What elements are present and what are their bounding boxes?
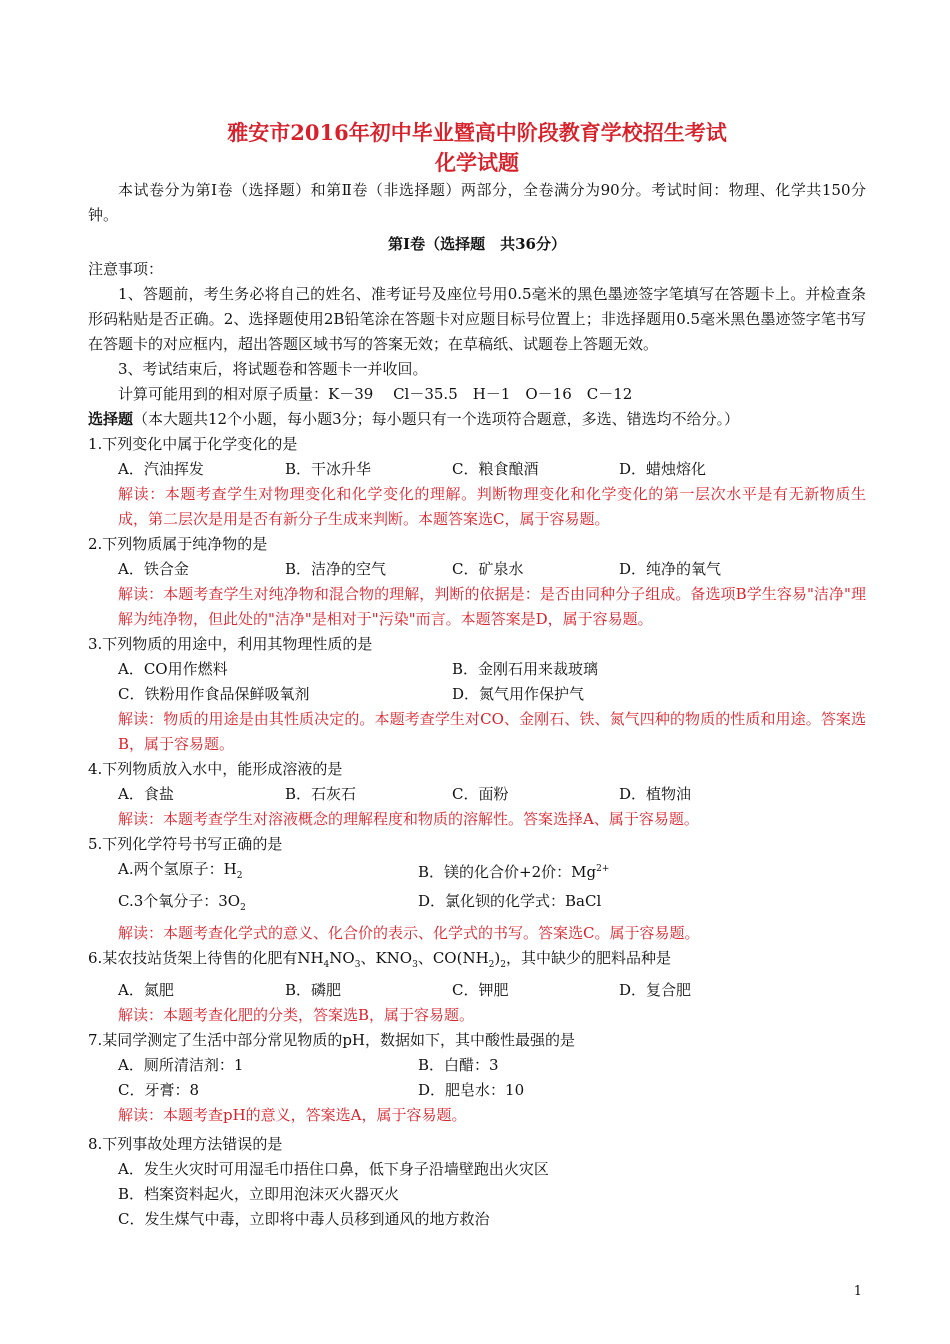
subscript: 3 [412,960,418,970]
option-b: B．石灰石 [285,785,357,803]
option-c [118,889,418,921]
option-a-subscript: 2 [236,871,243,881]
question-7-explanation: 解读：本题考查pH的意义，答案选A，属于容易题。 [118,1106,467,1124]
exam-page [88,118,866,1232]
option-a: A．发生火灾时可用湿毛巾捂住口鼻，低下身子沿墙壁跑出火灾区 [118,1160,549,1178]
option-d: D．植物油 [619,785,692,803]
option-b: B．档案资料起火，立即用泡沫灭火器灭火 [118,1185,400,1203]
mc-section-header [88,407,866,432]
option-b: B．干冰升华 [285,460,372,478]
option-a: A．汽油挥发 [118,460,204,478]
option-c: C．钾肥 [452,981,509,999]
question-5-options-row2 [88,889,866,921]
stem-part: 6.某农技站货架上待售的化肥有NH [88,949,324,967]
section-heading: 第Ⅰ卷（选择题 共36分） [388,235,566,253]
question-3-explanation: 解读：物质的用途是由其性质决定的。本题考查学生对CO、金刚石、铁、氮气四种的物质的性质和用途。答案选B，属于容易题。 [118,710,866,753]
option-a: A．食盐 [118,785,174,803]
question-2-stem: 2.下列物质属于纯净物的是 [88,535,268,553]
stem-part: 、CO(NH [417,949,489,967]
question-7-options-row2 [88,1078,866,1103]
option-c-subscript: 2 [240,903,246,913]
option-d: D．氯化钡的化学式：BaCl [418,892,602,910]
option-d: D．蜡烛熔化 [619,460,707,478]
option-d: D．纯净的氧气 [619,560,722,578]
question-7-options-row1 [88,1053,866,1078]
option-c-text: C.3个氧分子：3O [118,892,241,910]
option-a: A．铁合金 [118,560,189,578]
question-4-explanation: 解读：本题考查学生对溶液概念的理解程度和物质的溶解性。答案选择A、属于容易题。 [118,810,699,828]
subscript: 4 [323,960,330,970]
exam-title: 雅安市2016年初中毕业暨高中阶段教育学校招生考试 [227,120,727,145]
question-3-options-row2 [88,682,866,707]
page-number: 1 [853,1284,862,1299]
option-a: A．氮肥 [118,981,174,999]
option-c: C．面粉 [452,785,509,803]
stem-part: ，其中缺少的肥料品种是 [505,949,671,967]
option-b: B．金刚石用来裁玻璃 [452,660,599,678]
question-5-options-row1 [88,857,866,889]
atomic-masses: 计算可能用到的相对原子质量：K－39 Cl－35.5 H－1 O－16 C－12 [118,385,633,403]
notice-label: 注意事项： [88,260,164,278]
question-4-options [88,782,866,807]
subscript: 3 [354,960,361,970]
option-c: C．发生煤气中毒，立即将中毒人员移到通风的地方救治 [118,1210,490,1228]
stem-part: 、KNO [360,949,413,967]
option-c: C．牙膏：8 [118,1081,200,1099]
option-b [418,857,718,889]
intro-text: 本试卷分为第Ⅰ卷（选择题）和第Ⅱ卷（非选择题）两部分，全卷满分为90分。考试时间：物理、化学共150分钟。 [88,181,866,224]
stem-part: ) [494,949,501,967]
question-1-stem: 1.下列变化中属于化学变化的是 [88,435,298,453]
option-a: A．厕所清洁剂：1 [118,1056,244,1074]
subscript: 2 [500,960,506,970]
option-d: D．氮气用作保护气 [452,685,585,703]
option-b: B．洁净的空气 [285,560,387,578]
question-6-options [88,978,866,1003]
option-d: D．肥皂水：10 [418,1081,525,1099]
question-6-explanation: 解读：本题考查化肥的分类，答案选B，属于容易题。 [118,1006,475,1024]
question-2-explanation: 解读：本题考查学生对纯净物和混合物的理解，判断的依据是：是否由同种分子组成。备选项B学生容易"洁净"理解为纯净物，但此处的"洁净"是相对于"污染"而言。本题答案是D，属于容易题。 [118,585,866,628]
question-5-explanation: 解读：本题考查化学式的意义、化合价的表示、化学式的书写。答案选C。属于容易题。 [118,924,700,942]
option-c: C．矿泉水 [452,560,524,578]
question-4-stem: 4.下列物质放入水中，能形成溶液的是 [88,760,343,778]
option-a: A．CO用作燃料 [118,660,228,678]
subscript: 2 [488,960,495,970]
option-a-formula: H [223,860,237,878]
question-7-stem: 7.某同学测定了生活中部分常见物质的pH，数据如下，其中酸性最强的是 [88,1031,575,1049]
option-b-superscript: 2+ [596,864,610,874]
option-b-formula: Mg [571,863,597,881]
option-b: B．磷肥 [285,981,342,999]
notice-item-1: 1、答题前，考生务必将自己的姓名、准考证号及座位号用0.5毫米的黑色墨迹签字笔填写在答题卡上。并检查条形码粘贴是否正确。2、选择题使用2B铅笔涂在答题卡对应题目标号位置上；非选择题用0.5毫米黑色墨迹签字笔书写在答题卡的对应框内，超出答题区域书写的答案无效；在草稿纸、试题卷上答题无效。 [88,285,866,353]
option-c: C．粮食酿酒 [452,460,539,478]
option-d: D．复合肥 [619,981,692,999]
exam-subject: 化学试题 [435,150,519,175]
mc-description: （本大题共12个小题，每小题3分；每小题只有一个选项符合题意，多选、错选均不给分。） [133,410,740,428]
option-a [118,857,418,889]
question-3-stem: 3.下列物质的用途中，利用其物理性质的是 [88,635,373,653]
question-5-stem: 5.下列化学符号书写正确的是 [88,835,283,853]
question-8-stem: 8.下列事故处理方法错误的是 [88,1135,283,1153]
question-3-options-row1 [88,657,866,682]
option-c: C．铁粉用作食品保鲜吸氧剂 [118,685,310,703]
stem-part: NO [329,949,355,967]
question-2-options [88,557,866,582]
question-1-options [88,457,866,482]
notice-item-2: 3、考试结束后，将试题卷和答题卡一并收回。 [118,360,428,378]
question-1-explanation: 解读：本题考查学生对物理变化和化学变化的理解。判断物理变化和化学变化的第一层次水平是有无新物质生成，第二层次是用是否有新分子生成来判断。本题答案选C，属于容易题。 [118,485,866,528]
question-6-stem [88,946,866,978]
option-b-text: B．镁的化合价+2价： [418,863,572,881]
mc-label: 选择题 [88,410,134,428]
option-a-text: A.两个氢原子： [118,860,224,878]
option-b: B．白醋：3 [418,1056,499,1074]
